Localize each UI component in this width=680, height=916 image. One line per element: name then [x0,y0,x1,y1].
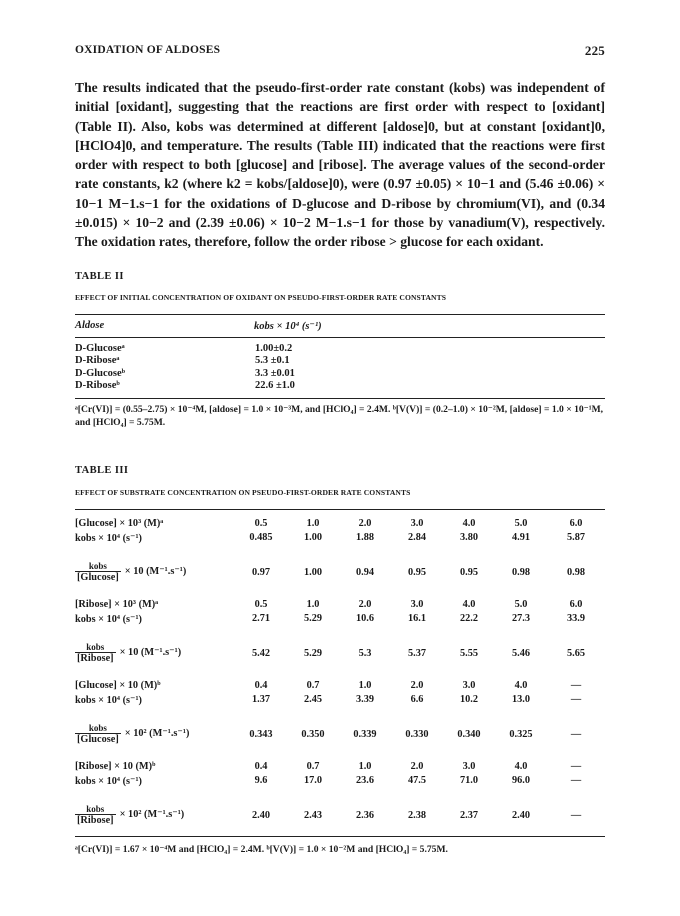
table-cell: 3.39 [355,693,375,705]
table-cell: 4.0 [462,518,476,529]
table-cell: 0.98 [511,566,531,578]
table3-row-label: kobs × 10⁴ (s⁻¹) [75,775,142,787]
table-cell: 1.37 [251,693,271,705]
table-cell: 5.87 [566,531,586,543]
fraction-suffix: × 10 (M⁻¹.s⁻¹) [124,566,187,578]
table-cell: — [570,693,582,705]
table-row [75,557,605,587]
page-number: 225 [584,43,605,58]
fraction-numerator: kobs [75,804,116,815]
table-cell: 5.29 [303,647,323,659]
table-cell: 0.5 [254,599,268,610]
table-row [75,694,605,708]
table2-kobs-column [255,343,295,392]
table-cell: 96.0 [511,774,531,786]
table3-row-label: [Glucose] × 10 (M)ᵇ [75,680,161,691]
table3-bottom-rule [75,836,605,837]
fraction [75,642,116,664]
table-cell: 3.0 [462,761,476,772]
table-cell: 2.37 [459,809,479,821]
fraction [75,561,121,583]
table3-spacer [75,668,605,680]
fraction [75,804,116,826]
table-cell: 5.65 [566,647,586,659]
table-cell: 1.0 [358,761,372,772]
table2-col-kobs: kobs × 10⁴ (s⁻¹) [254,321,322,332]
table-cell: 0.7 [306,761,320,772]
table-cell: 47.5 [407,774,427,786]
table-cell: 9.6 [254,774,268,786]
table-cell: 1.0 [306,518,320,529]
table-cell: 2.0 [410,761,424,772]
table3-spacer [75,707,605,719]
table-cell: 27.3 [511,612,531,624]
table2-cell-aldose: D-Glucoseᵃ [75,343,125,354]
table2-cell-aldose: D-Riboseᵇ [75,379,120,391]
table-row [75,800,605,830]
fraction-suffix: × 10 (M⁻¹.s⁻¹) [119,647,182,659]
table-row [75,775,605,789]
fraction-numerator: kobs [75,723,121,734]
table-cell: 0.94 [355,566,375,578]
fraction-denominator: [Ribose] [77,653,114,664]
table-cell: 23.6 [355,774,375,786]
table-cell: 1.0 [358,680,372,691]
table-cell: 2.40 [251,809,271,821]
table-cell: — [570,761,582,772]
table-cell: 5.0 [514,599,528,610]
table-cell: 5.0 [514,518,528,529]
table-cell: 5.42 [251,647,271,659]
table-cell: 2.0 [410,680,424,691]
table-cell: 2.40 [511,809,531,821]
table3-row-label [75,557,235,587]
table3-top-rule [75,509,605,510]
table-cell: — [570,774,582,786]
table3-row-label [75,719,235,749]
table3-spacer [75,788,605,800]
table-cell: 2.71 [251,612,271,624]
table-cell: — [570,728,582,740]
table-cell: 0.97 [251,566,271,578]
table2-cell-kobs: 3.3 ±0.01 [255,367,295,379]
table3-row-label: [Glucose] × 10³ (M)ᵃ [75,518,164,529]
fraction-denominator: [Ribose] [77,815,114,826]
table-cell: 0.95 [407,566,427,578]
table-cell: 13.0 [511,693,531,705]
table-cell: 0.95 [459,566,479,578]
table3-row-label: kobs × 10⁴ (s⁻¹) [75,532,142,544]
table-cell: 10.6 [355,612,375,624]
table-cell: 5.55 [459,647,479,659]
table-cell: 4.91 [511,531,531,543]
table-cell: 22.2 [459,612,479,624]
table2-cell-kobs: 22.6 ±1.0 [255,379,295,391]
table-cell: — [570,680,582,691]
table2-footnote: ᵃ[Cr(VI)] = (0.55–2.75) × 10⁻⁴M, [aldose] = 1.0 × 10⁻³M, and [HClO₄] = 2.4M. ᵇ[V(V)] = (0.2–1.0) × 10⁻²M, [aldose] = 1.0 × 10⁻¹M, and [HClO₄] = 5.75M. [75,404,604,428]
table-cell: 5.37 [407,647,427,659]
table-cell: 0.325 [509,728,533,740]
table-cell: 2.38 [407,809,427,821]
table-cell: 6.6 [410,693,424,705]
table3-row-label [75,800,235,830]
table-cell: 71.0 [459,774,479,786]
table-cell: 2.45 [303,693,323,705]
table-cell: 2.84 [407,531,427,543]
table-cell: 3.0 [410,518,424,529]
table2-header-rule [75,337,605,338]
table3-spacer [75,587,605,599]
table-cell: 3.0 [462,680,476,691]
table3-label: TABLE III [75,465,129,476]
table3-row-label: [Ribose] × 10³ (M)ᵃ [75,599,159,610]
table-cell: 2.43 [303,809,323,821]
table-cell: — [570,809,582,821]
table-cell: 5.29 [303,612,323,624]
table-cell: 0.4 [254,680,268,691]
fraction-numerator: kobs [75,642,116,653]
table-cell: 5.46 [511,647,531,659]
table-row [75,518,605,532]
table3-spacer [75,545,605,557]
table-row [75,613,605,627]
table3 [75,518,605,830]
table-cell: 0.485 [249,531,273,543]
table2-cell-kobs: 1.00±0.2 [255,343,293,354]
table2-cell-aldose: D-Glucoseᵇ [75,367,126,379]
table3-row-label: kobs × 10⁴ (s⁻¹) [75,694,142,706]
table-cell: 1.00 [303,566,323,578]
table-cell: 16.1 [407,612,427,624]
table-cell: 1.0 [306,599,320,610]
body-paragraph: The results indicated that the pseudo-first-order rate constant (kobs) was independent of initial [oxidant], suggesting that the reactions are first order with respect to [oxidant] (Table II). Also, kobs was determined at different [aldose]0, but at constant [oxidant]0, [HClO4]0, and temperature. The results (Table III) indicated that the reactions were first order with respect to both [glucose] and [ribose]. The average values of the second-order rate constants, k2 (where k2 = kobs/[aldose]0), were (0.97 ±0.05) × 10−1 and (5.46 ±0.06) × 10−1 M−1.s−1 for the oxidations of D-glucose and D-ribose by chromium(VI), and (0.34 ±0.015) × 10−2 and (2.39 ±0.06) × 10−2 M−1.s−1 for those by vanadium(V), respectively. The oxidation rates, therefore, follow the order ribose > glucose for each oxidant. [75,80,605,250]
table-row [75,761,605,775]
table-cell: 10.2 [459,693,479,705]
fraction-suffix: × 10² (M⁻¹.s⁻¹) [119,809,185,821]
table3-spacer [75,626,605,638]
table3-row-label [75,638,235,668]
table-row [75,719,605,749]
table-cell: 0.330 [405,728,429,740]
table-cell: 1.88 [355,531,375,543]
fraction-suffix: × 10² (M⁻¹.s⁻¹) [124,728,190,740]
fraction [75,723,121,745]
table3-footnote: ᵃ[Cr(VI)] = 1.67 × 10⁻⁴M and [HClO₄] = 2.4M. ᵇ[V(V)] = 1.0 × 10⁻²M and [HClO₄] = 5.75M. [75,844,448,855]
table2-cell-aldose: D-Riboseᵃ [75,355,120,367]
running-title: OXIDATION OF ALDOSES [75,44,221,56]
fraction-denominator: [Glucose] [77,734,119,745]
table-row [75,680,605,694]
table2-caption: EFFECT OF INITIAL CONCENTRATION OF OXIDANT ON PSEUDO-FIRST-ORDER RATE CONSTANTS [75,293,447,302]
table-cell: 4.0 [514,761,528,772]
table-row [75,599,605,613]
table-cell: 0.350 [301,728,325,740]
table-row [75,638,605,668]
fraction-numerator: kobs [75,561,121,572]
table-cell: 0.7 [306,680,320,691]
table-cell: 0.340 [457,728,481,740]
table-cell: 6.0 [569,518,583,529]
table-cell: 2.0 [358,518,372,529]
table-cell: 3.80 [459,531,479,543]
table2-top-rule [75,314,605,315]
table-cell: 0.5 [254,518,268,529]
table-cell: 4.0 [462,599,476,610]
table2-label: TABLE II [75,271,124,282]
table-cell: 6.0 [569,599,583,610]
table-row [75,532,605,546]
table3-row-label: [Ribose] × 10 (M)ᵇ [75,761,156,772]
table3-spacer [75,749,605,761]
table-cell: 0.339 [353,728,377,740]
table2-bottom-rule [75,398,605,399]
table3-row-label: kobs × 10⁴ (s⁻¹) [75,613,142,625]
table2-aldose-column [75,343,125,392]
table2-col-aldose: Aldose [75,320,105,331]
table-cell: 0.343 [249,728,273,740]
table-cell: 0.98 [566,566,586,578]
table-cell: 17.0 [303,774,323,786]
page-header [75,44,605,60]
table-cell: 4.0 [514,680,528,691]
table-cell: 5.3 [358,647,372,659]
table-cell: 33.9 [566,612,586,624]
table-cell: 3.0 [410,599,424,610]
table-cell: 0.4 [254,761,268,772]
table-cell: 1.00 [303,531,323,543]
fraction-denominator: [Glucose] [77,572,119,583]
table-cell: 2.36 [355,809,375,821]
table3-caption: EFFECT OF SUBSTRATE CONCENTRATION ON PSEUDO-FIRST-ORDER RATE CONSTANTS [75,488,411,497]
table2-cell-kobs: 5.3 ±0.1 [255,355,290,367]
table-cell: 2.0 [358,599,372,610]
